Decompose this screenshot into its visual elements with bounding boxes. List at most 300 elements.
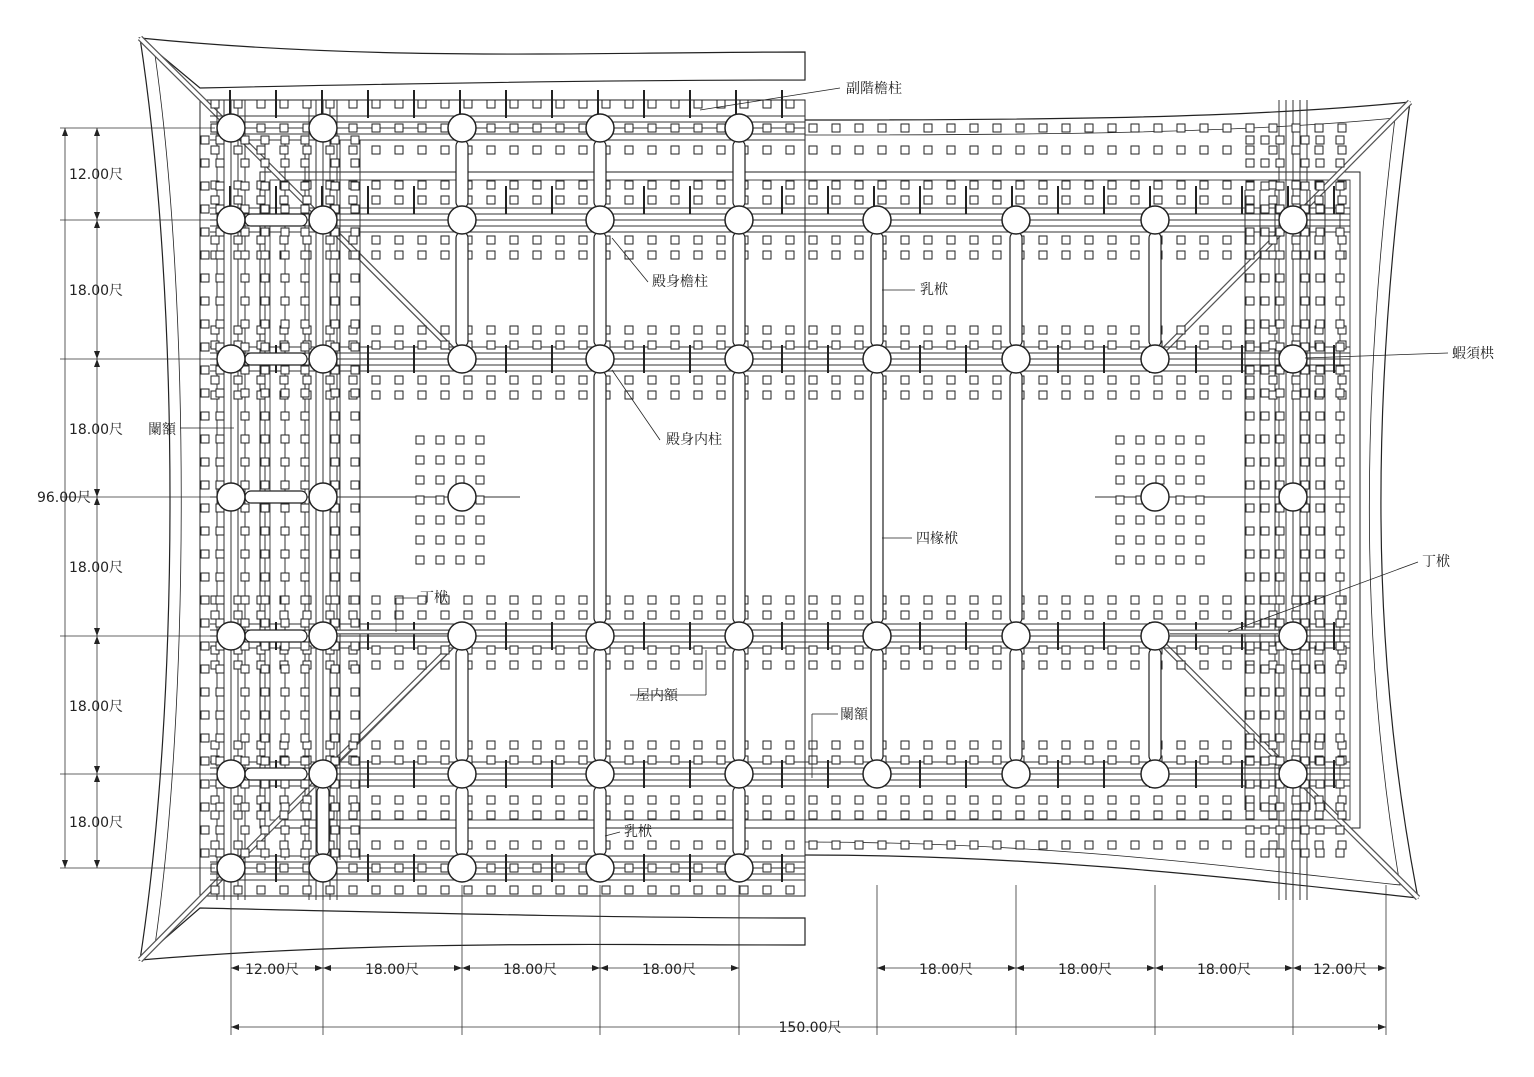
bracket-block (855, 181, 863, 189)
bracket-block (786, 391, 794, 399)
bracket-block (216, 550, 224, 558)
bracket-block (261, 573, 269, 581)
bracket-block (241, 665, 249, 673)
bracket-block (1276, 734, 1284, 742)
bracket-block (241, 320, 249, 328)
bracket-block (1039, 196, 1047, 204)
bracket-block (1336, 826, 1344, 834)
rufu-beam (594, 648, 606, 762)
bracket-block (786, 146, 794, 154)
bracket-block (351, 665, 359, 673)
dim-total-width: 150.00尺 (778, 1020, 842, 1036)
bracket-block (556, 146, 564, 154)
column-circle (448, 114, 476, 142)
bracket-block (241, 251, 249, 259)
bracket-block (625, 741, 633, 749)
bracket-block (648, 376, 656, 384)
bracket-block (1177, 611, 1185, 619)
bracket-block (1177, 326, 1185, 334)
roof-edge-left-inner (155, 55, 181, 945)
bracket-block (510, 124, 518, 132)
bracket-block (1062, 661, 1070, 669)
bracket-block (1292, 326, 1300, 334)
bracket-block (947, 236, 955, 244)
bracket-block (533, 341, 541, 349)
bracket-block (901, 756, 909, 764)
bracket-block (281, 435, 289, 443)
bracket-block (301, 389, 309, 397)
bracket-block (487, 326, 495, 334)
bracket-block (234, 100, 242, 108)
bracket-block (809, 236, 817, 244)
bracket-block (1246, 711, 1254, 719)
bracket-block (855, 251, 863, 259)
bracket-block (1223, 611, 1231, 619)
bracket-block (1246, 841, 1254, 849)
bracket-block (1316, 665, 1324, 673)
bracket-block (351, 619, 359, 627)
bracket-block (261, 481, 269, 489)
bracket-block (510, 661, 518, 669)
bracket-block (763, 796, 771, 804)
bracket-block (234, 811, 242, 819)
bracket-block (809, 611, 817, 619)
bracket-block (901, 646, 909, 654)
hip-rafter-core (323, 636, 462, 774)
bracket-block (418, 341, 426, 349)
fujie-rufu-beam (245, 353, 307, 365)
bracket-block (1261, 757, 1269, 765)
dim-left-6: 18.00尺 (68, 815, 124, 831)
bracket-block (372, 811, 380, 819)
bracket-block (441, 646, 449, 654)
bracket-block (201, 504, 209, 512)
bracket-block (1131, 391, 1139, 399)
dim-arrow (600, 965, 608, 971)
column-circle (1002, 206, 1030, 234)
bracket-block (763, 391, 771, 399)
roof-edge-top-left (140, 38, 805, 88)
bracket-block (261, 136, 269, 144)
column-circle (1002, 345, 1030, 373)
bracket-block (786, 236, 794, 244)
bracket-block (201, 688, 209, 696)
roof-edge-right (805, 102, 1418, 898)
bracket-block (301, 734, 309, 742)
bracket-block (786, 181, 794, 189)
bracket-block (280, 100, 288, 108)
bracket-block (1246, 573, 1254, 581)
bracket-block (533, 841, 541, 849)
bracket-block (301, 274, 309, 282)
bracket-block (993, 181, 1001, 189)
bracket-block (303, 611, 311, 619)
bracket-block (351, 458, 359, 466)
bracket-block (1085, 341, 1093, 349)
bracket-block (924, 181, 932, 189)
leader-line (612, 238, 648, 282)
bracket-block (924, 196, 932, 204)
leader-line (605, 832, 620, 836)
bracket-block (625, 611, 633, 619)
bracket-block (349, 376, 357, 384)
bracket-block (476, 516, 484, 524)
bracket-block (625, 236, 633, 244)
bracket-block (1131, 251, 1139, 259)
bracket-block (763, 181, 771, 189)
column-circle (309, 114, 337, 142)
column-circle (586, 206, 614, 234)
bracket-block (1338, 124, 1346, 132)
bracket-block (579, 100, 587, 108)
bracket-block (1276, 688, 1284, 696)
bracket-block (464, 376, 472, 384)
bracket-block (694, 181, 702, 189)
bracket-block (1176, 496, 1184, 504)
bracket-block (648, 596, 656, 604)
bracket-block (1108, 741, 1116, 749)
bracket-block (855, 796, 863, 804)
bracket-block (487, 841, 495, 849)
bracket-block (1276, 136, 1284, 144)
dim-bottom-1: 12.00尺 (244, 962, 300, 978)
bracket-block (301, 757, 309, 765)
column-circle (725, 206, 753, 234)
bracket-block (418, 661, 426, 669)
bracket-block (625, 596, 633, 604)
bracket-block (694, 841, 702, 849)
bracket-block (1269, 841, 1277, 849)
bracket-block (1085, 611, 1093, 619)
bracket-block (372, 236, 380, 244)
bracket-block (970, 596, 978, 604)
bracket-block (556, 376, 564, 384)
bracket-block (441, 181, 449, 189)
bracket-block (1108, 181, 1116, 189)
bracket-block (1336, 642, 1344, 650)
bracket-block (671, 326, 679, 334)
bracket-block (1196, 496, 1204, 504)
bracket-block (372, 341, 380, 349)
bracket-block (579, 236, 587, 244)
sichuan-fu-beam (1010, 371, 1022, 624)
bracket-block (241, 849, 249, 857)
bracket-block (556, 100, 564, 108)
bracket-block (671, 196, 679, 204)
bracket-block (1261, 504, 1269, 512)
bracket-block (556, 886, 564, 894)
bracket-block (1269, 196, 1277, 204)
bracket-block (1196, 516, 1204, 524)
bracket-block (1315, 811, 1323, 819)
bracket-block (487, 391, 495, 399)
dim-arrow (731, 965, 739, 971)
bracket-block (579, 376, 587, 384)
bracket-block (201, 619, 209, 627)
bracket-block (301, 665, 309, 673)
bracket-block (1131, 196, 1139, 204)
dim-left-3: 18.00尺 (68, 422, 124, 438)
bracket-block (1136, 556, 1144, 564)
bracket-block (211, 886, 219, 894)
bracket-block (1261, 619, 1269, 627)
bracket-block (1085, 646, 1093, 654)
bracket-block (1039, 796, 1047, 804)
bracket-block (281, 412, 289, 420)
bracket-block (832, 326, 840, 334)
bracket-block (947, 376, 955, 384)
bracket-block (1062, 596, 1070, 604)
bracket-block (372, 181, 380, 189)
bracket-block (1301, 688, 1309, 696)
bracket-block (241, 826, 249, 834)
bracket-block (832, 124, 840, 132)
bracket-block (261, 780, 269, 788)
bracket-block (1269, 146, 1277, 154)
bracket-block (947, 611, 955, 619)
bracket-block (1108, 236, 1116, 244)
bracket-block (1246, 504, 1254, 512)
bracket-block (301, 527, 309, 535)
bracket-block (1108, 124, 1116, 132)
bracket-block (878, 196, 886, 204)
bracket-block (1085, 196, 1093, 204)
bracket-block (372, 886, 380, 894)
bracket-block (786, 251, 794, 259)
bracket-block (533, 756, 541, 764)
dim-arrow (94, 766, 100, 774)
bracket-block (351, 596, 359, 604)
bracket-block (372, 196, 380, 204)
bracket-block (1276, 550, 1284, 558)
bracket-block (671, 341, 679, 349)
bracket-block (281, 343, 289, 351)
bracket-block (1039, 376, 1047, 384)
bracket-block (487, 886, 495, 894)
bracket-block (1316, 481, 1324, 489)
bracket-block (1292, 796, 1300, 804)
bracket-block (763, 661, 771, 669)
bracket-block (261, 343, 269, 351)
bracket-block (1292, 391, 1300, 399)
bracket-block (1108, 146, 1116, 154)
bracket-block (303, 886, 311, 894)
bracket-block (241, 412, 249, 420)
dim-bottom-2: 18.00尺 (364, 962, 420, 978)
bracket-block (1154, 124, 1162, 132)
bracket-block (301, 228, 309, 236)
bracket-block (1246, 196, 1254, 204)
bracket-block (717, 236, 725, 244)
bracket-block (763, 251, 771, 259)
bracket-block (1336, 573, 1344, 581)
bracket-block (1301, 665, 1309, 673)
bracket-block (625, 811, 633, 819)
bracket-block (855, 841, 863, 849)
bracket-block (1085, 124, 1093, 132)
bracket-block (257, 886, 265, 894)
bracket-block (301, 435, 309, 443)
bracket-block (372, 864, 380, 872)
bracket-block (418, 841, 426, 849)
bracket-block (351, 481, 359, 489)
bracket-block (579, 886, 587, 894)
bracket-block (281, 757, 289, 765)
label-fujie-yanzhu: 副階檐柱 (846, 81, 902, 97)
bracket-block (1108, 841, 1116, 849)
bracket-block (763, 811, 771, 819)
bracket-block (436, 536, 444, 544)
bracket-block (1336, 320, 1344, 328)
bracket-block (234, 146, 242, 154)
bracket-block (487, 181, 495, 189)
bracket-block (855, 341, 863, 349)
rufu-beam (1149, 648, 1161, 762)
dim-arrow (592, 965, 600, 971)
bracket-block (351, 688, 359, 696)
bracket-block (1108, 391, 1116, 399)
bracket-block (1276, 251, 1284, 259)
bracket-block (349, 611, 357, 619)
bracket-block (281, 619, 289, 627)
bracket-block (211, 611, 219, 619)
bracket-block (1108, 251, 1116, 259)
bracket-block (436, 516, 444, 524)
bracket-block (1223, 661, 1231, 669)
bracket-block (694, 741, 702, 749)
bracket-block (1246, 780, 1254, 788)
dim-bottom-6: 18.00尺 (1057, 962, 1113, 978)
label-ding-fu-left: 丁栿 (420, 590, 448, 606)
bracket-block (1301, 182, 1309, 190)
bracket-block (1261, 412, 1269, 420)
bracket-block (1336, 711, 1344, 719)
bracket-block (418, 196, 426, 204)
bracket-block (510, 391, 518, 399)
bracket-block (832, 741, 840, 749)
bracket-block (1246, 376, 1254, 384)
bracket-block (1039, 811, 1047, 819)
bracket-block (1269, 376, 1277, 384)
bracket-block (1196, 456, 1204, 464)
bracket-block (301, 826, 309, 834)
bracket-block (694, 100, 702, 108)
bracket-block (1154, 181, 1162, 189)
bracket-block (809, 196, 817, 204)
bracket-block (763, 886, 771, 894)
bracket-block (1177, 741, 1185, 749)
bracket-block (1039, 841, 1047, 849)
dim-arrow (62, 128, 68, 136)
bracket-block (257, 376, 265, 384)
bracket-block (832, 341, 840, 349)
bracket-block (1269, 811, 1277, 819)
bracket-block (717, 661, 725, 669)
bracket-block (1085, 146, 1093, 154)
bracket-block (648, 196, 656, 204)
bracket-block (261, 458, 269, 466)
hip-rafter-core (1293, 102, 1410, 220)
bracket-block (241, 803, 249, 811)
bracket-block (556, 326, 564, 334)
bracket-block (281, 366, 289, 374)
bracket-block (924, 391, 932, 399)
bracket-block (1223, 811, 1231, 819)
bracket-block (671, 646, 679, 654)
bracket-block (281, 780, 289, 788)
bracket-block (1336, 550, 1344, 558)
column-circle (863, 206, 891, 234)
bracket-block (1261, 159, 1269, 167)
bracket-block (1301, 274, 1309, 282)
bracket-block (1016, 196, 1024, 204)
bracket-block (671, 181, 679, 189)
bracket-block (301, 504, 309, 512)
bracket-block (464, 611, 472, 619)
bracket-block (694, 646, 702, 654)
bracket-block (1316, 435, 1324, 443)
bracket-block (487, 341, 495, 349)
bracket-block (331, 573, 339, 581)
bracket-block (1336, 619, 1344, 627)
bracket-block (351, 550, 359, 558)
bracket-block (625, 146, 633, 154)
bracket-block (1336, 159, 1344, 167)
bracket-block (261, 596, 269, 604)
column-circle (725, 622, 753, 650)
bracket-block (487, 646, 495, 654)
bracket-block (351, 205, 359, 213)
bracket-block (1292, 124, 1300, 132)
dim-left-1: 12.00尺 (68, 167, 124, 183)
bracket-block (510, 841, 518, 849)
bracket-block (533, 741, 541, 749)
dim-arrow (1155, 965, 1163, 971)
bracket-block (1336, 274, 1344, 282)
bracket-block (993, 611, 1001, 619)
bracket-block (717, 181, 725, 189)
bracket-block (1085, 376, 1093, 384)
bracket-block (648, 864, 656, 872)
bracket-block (1261, 228, 1269, 236)
dim-bottom-8: 12.00尺 (1312, 962, 1368, 978)
bracket-block (1039, 326, 1047, 334)
bracket-block (1292, 251, 1300, 259)
bracket-block (1154, 391, 1162, 399)
bracket-block (372, 124, 380, 132)
bracket-block (947, 811, 955, 819)
bracket-block (1261, 642, 1269, 650)
bracket-block (1246, 205, 1254, 213)
dim-arrow (1378, 965, 1386, 971)
bracket-block (1338, 611, 1346, 619)
bracket-block (436, 476, 444, 484)
bracket-block (717, 124, 725, 132)
bracket-block (331, 826, 339, 834)
bracket-block (487, 661, 495, 669)
label-dianshen-yanzhu: 殿身檐柱 (652, 274, 708, 290)
bracket-block (901, 661, 909, 669)
bracket-block (1336, 412, 1344, 420)
bracket-block (281, 573, 289, 581)
bracket-block (261, 757, 269, 765)
bracket-block (201, 389, 209, 397)
bracket-block (1316, 251, 1324, 259)
bracket-block (1246, 688, 1254, 696)
roof-edge-right-inner (805, 118, 1400, 885)
bracket-block (281, 274, 289, 282)
dim-arrow (1008, 965, 1016, 971)
